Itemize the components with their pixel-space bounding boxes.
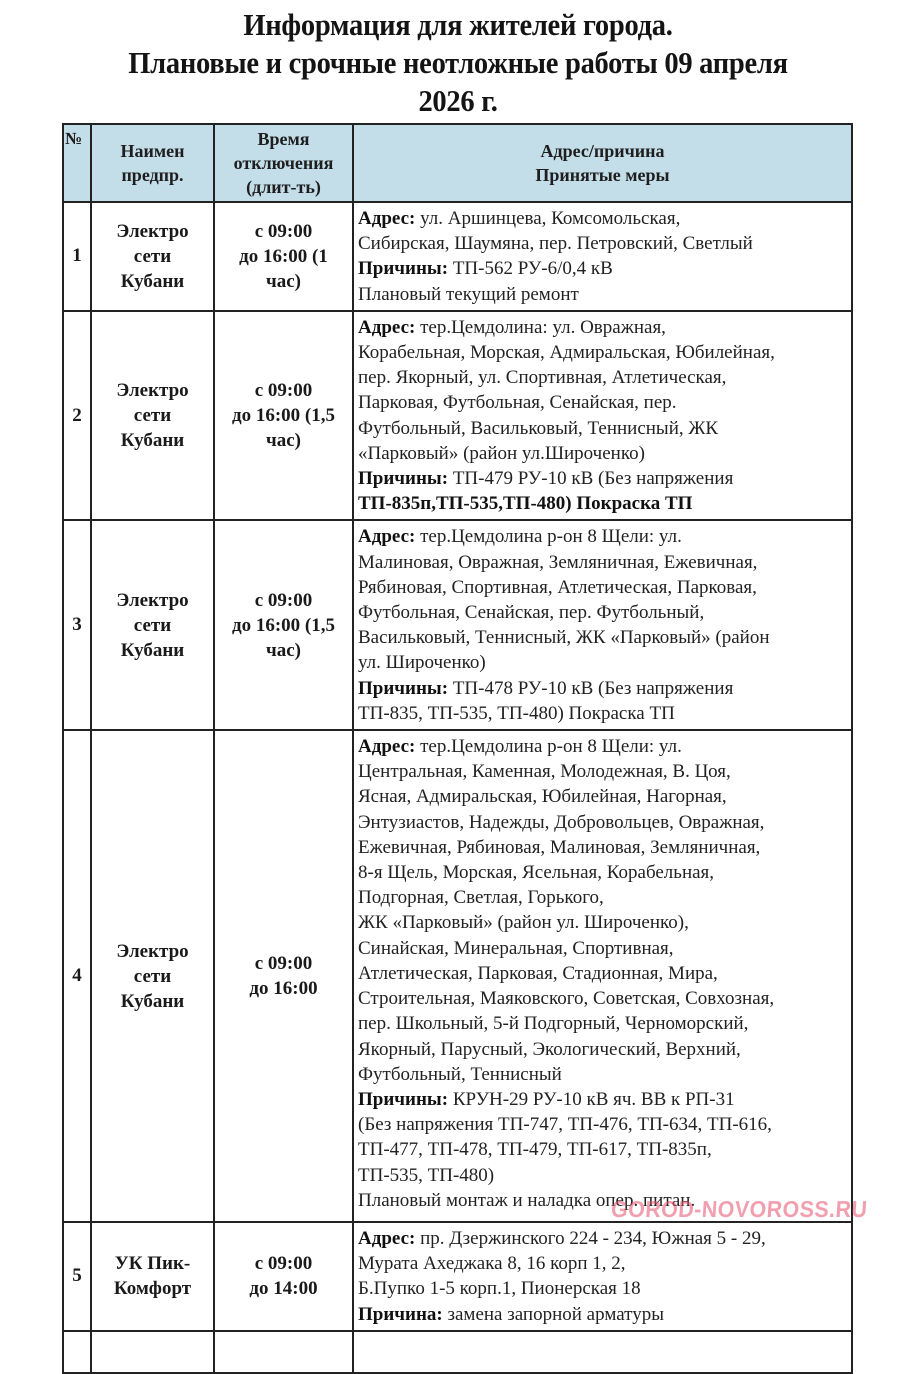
- organization-text: сети: [133, 245, 172, 267]
- reason-text: ТП-479 РУ-10 кВ (Без напряжения: [448, 468, 734, 490]
- address-line: Энтузиастов, Надежды, Добровольцев, Овражная,: [358, 811, 765, 833]
- reason-line: [358, 676, 851, 701]
- address-text: тер.Цемдолина: ул. Овражная,: [415, 316, 666, 338]
- organization-cell: [91, 730, 214, 1222]
- address-text: пр. Дзержинского 224 - 234, Южная 5 - 29,: [415, 1228, 766, 1250]
- reason-line: ТП-477, ТП-478, ТП-479, ТП-617, ТП-835п,: [358, 1139, 712, 1161]
- address-line: Ясная, Адмиральская, Юбилейная, Нагорная,: [358, 786, 727, 808]
- outage-time-text: до 16:00 (1: [239, 245, 328, 267]
- address-reason-cell: [353, 1222, 852, 1331]
- address-line: [358, 524, 851, 549]
- organization-text: сети: [133, 965, 172, 987]
- table-row: [63, 520, 852, 730]
- reason-line: [358, 466, 851, 491]
- address-line: Ежевичная, Рябиновая, Малиновая, Земляничная,: [358, 836, 761, 858]
- address-label: Адрес:: [358, 316, 416, 338]
- header-text: предпр.: [121, 165, 184, 185]
- address-reason-cell: [353, 311, 852, 521]
- address-line: Строительная, Маяковского, Советская, Совхозная,: [358, 988, 775, 1010]
- address-line: Б.Пупко 1-5 корп.1, Пионерская 18: [358, 1278, 641, 1300]
- address-line: Рябиновая, Спортивная, Атлетическая, Парковая,: [358, 576, 757, 598]
- address-line: пер. Школьный, 5-й Подгорный, Черноморский,: [358, 1013, 749, 1035]
- address-line: пер. Якорный, ул. Спортивная, Атлетическая,: [358, 367, 727, 389]
- document-title: [37, 6, 880, 120]
- organization-cell: [91, 202, 214, 311]
- title-line: 2026 г.: [418, 83, 498, 118]
- address-line: Подгорная, Светлая, Горького,: [358, 887, 604, 909]
- title-line: Информация для жителей города.: [243, 7, 673, 42]
- address-line: Якорный, Парусный, Экологический, Верхний,: [358, 1038, 741, 1060]
- table-header-row: [63, 124, 852, 202]
- outage-schedule-table: [62, 123, 853, 1374]
- address-text: тер.Цемдолина р-он 8 Щели: ул.: [415, 526, 682, 548]
- outage-time-text: до 16:00 (1,5: [231, 614, 335, 636]
- outage-time-text: с 09:00: [254, 589, 313, 611]
- header-address-reason: [353, 124, 852, 202]
- address-line: Корабельная, Морская, Адмиральская, Юбилейная,: [358, 342, 775, 364]
- header-outage-time: [214, 124, 353, 202]
- address-line: Малиновая, Овражная, Земляничная, Ежевичная,: [358, 551, 758, 573]
- outage-time-text: час): [266, 270, 301, 292]
- table-row: [63, 1222, 852, 1331]
- empty-cell: [214, 1331, 353, 1373]
- outage-time-cell: [214, 730, 353, 1222]
- outage-time-text: час): [266, 430, 301, 452]
- outage-time-text: с 09:00: [254, 1253, 313, 1275]
- reason-line: Плановый текущий ремонт: [358, 283, 579, 305]
- address-line: Сибирская, Шаумяна, пер. Петровский, Светлый: [358, 233, 753, 255]
- address-reason-cell: [353, 520, 852, 730]
- address-text: ул. Аршинцева, Комсомольская,: [415, 208, 681, 229]
- outage-time-cell: [214, 520, 353, 730]
- address-line: [358, 315, 851, 340]
- organization-text: Электро: [116, 380, 189, 402]
- header-number: №: [63, 124, 91, 202]
- address-reason-cell: [353, 202, 852, 311]
- row-number: 3: [63, 520, 91, 730]
- header-organization: [91, 124, 214, 202]
- organization-text: Электро: [116, 589, 189, 611]
- row-number: 1: [63, 202, 91, 311]
- reason-line: ТП-535, ТП-480): [358, 1164, 495, 1186]
- address-line: Атлетическая, Парковая, Стадионная, Мира,: [358, 962, 718, 984]
- empty-cell: [63, 1331, 91, 1373]
- organization-text: Электро: [116, 940, 189, 962]
- outage-time-cell: [214, 202, 353, 311]
- reason-line: (Без напряжения ТП-747, ТП-476, ТП-634, ТП-616,: [358, 1114, 772, 1136]
- address-label: Адрес:: [358, 736, 416, 758]
- row-number: 5: [63, 1222, 91, 1331]
- reason-line: ТП-835, ТП-535, ТП-480) Покраска ТП: [358, 702, 675, 724]
- reason-label: Причины:: [358, 258, 449, 280]
- header-text: Наимен: [120, 141, 185, 161]
- reason-label: Причины:: [358, 468, 449, 490]
- reason-text: ТП-562 РУ-6/0,4 кВ: [448, 258, 613, 280]
- address-line: [358, 734, 851, 759]
- organization-text: сети: [133, 405, 172, 427]
- address-line: Парковая, Футбольная, Сенайская, пер.: [358, 392, 677, 414]
- table-row: [63, 730, 852, 1222]
- organization-text: Комфорт: [113, 1278, 192, 1300]
- address-line: Синайская, Минеральная, Спортивная,: [358, 937, 674, 959]
- reason-label: Причина:: [358, 1303, 443, 1325]
- outage-time-cell: [214, 311, 353, 521]
- watermark: GOROD-NOVOROSS.RU: [610, 1196, 869, 1222]
- outage-time-text: с 09:00: [254, 380, 313, 402]
- outage-time-text: до 14:00: [249, 1278, 318, 1300]
- table-row: [63, 311, 852, 521]
- organization-text: Кубани: [120, 270, 185, 292]
- address-line: ул. Широченко): [358, 652, 486, 674]
- table-row-partial: [63, 1331, 852, 1373]
- outage-time-text: с 09:00: [254, 220, 313, 242]
- address-line: Футбольный, Теннисный: [358, 1063, 562, 1085]
- outage-time-text: до 16:00 (1,5: [231, 405, 335, 427]
- reason-line: [358, 1302, 851, 1327]
- address-line: ЖК «Парковый» (район ул. Широченко),: [358, 912, 689, 934]
- reason-text: замена запорной арматуры: [442, 1303, 664, 1325]
- outage-time-text: до 16:00: [249, 978, 318, 1000]
- address-line: Васильковый, Теннисный, ЖК «Парковый» (район: [358, 627, 770, 649]
- header-text: (длит-ть): [246, 177, 321, 197]
- organization-cell: [91, 311, 214, 521]
- address-line: [358, 206, 851, 231]
- empty-cell: [91, 1331, 214, 1373]
- row-number: 4: [63, 730, 91, 1222]
- address-text: тер.Цемдолина р-он 8 Щели: ул.: [415, 736, 682, 758]
- address-reason-cell: [353, 730, 852, 1222]
- empty-cell: [353, 1331, 852, 1373]
- reason-line-bold: ТП-835п,ТП-535,ТП-480) Покраска ТП: [358, 493, 693, 515]
- title-line: Плановые и срочные неотложные работы 09 апреля: [128, 45, 788, 80]
- header-text: Адрес/причина: [540, 141, 665, 161]
- address-line: Мурата Ахеджака 8, 16 корп 1, 2,: [358, 1253, 626, 1275]
- organization-text: сети: [133, 614, 172, 636]
- outage-time-text: час): [266, 639, 301, 661]
- reason-label: Причины:: [358, 677, 449, 699]
- table-row: [63, 202, 852, 311]
- organization-text: Кубани: [120, 430, 185, 452]
- reason-line: Плановый монтаж и наладка опер. питан.: [358, 1189, 696, 1211]
- organization-cell: [91, 520, 214, 730]
- header-text: отключения: [233, 153, 334, 173]
- reason-line: [358, 256, 851, 281]
- organization-text: УК Пик-: [114, 1253, 191, 1275]
- reason-text: ТП-478 РУ-10 кВ (Без напряжения: [448, 677, 734, 699]
- header-text: Время: [257, 129, 310, 149]
- address-label: Адрес:: [358, 208, 416, 229]
- organization-text: Кубани: [120, 990, 185, 1012]
- outage-time-cell: [214, 1222, 353, 1331]
- outage-time-text: с 09:00: [254, 953, 313, 975]
- address-line: Футбольный, Васильковый, Теннисный, ЖК: [358, 417, 719, 439]
- address-line: «Парковый» (район ул.Широченко): [358, 442, 645, 464]
- row-number: 2: [63, 311, 91, 521]
- reason-label: Причины:: [358, 1088, 449, 1110]
- address-line: [358, 1226, 851, 1251]
- address-line: 8-я Щель, Морская, Ясельная, Корабельная,: [358, 862, 715, 884]
- address-line: Футбольная, Сенайская, пер. Футбольный,: [358, 602, 705, 624]
- organization-text: Кубани: [120, 639, 185, 661]
- address-label: Адрес:: [358, 1228, 416, 1250]
- address-label: Адрес:: [358, 526, 416, 548]
- organization-cell: [91, 1222, 214, 1331]
- reason-text: КРУН-29 РУ-10 кВ яч. ВВ к РП-31: [448, 1088, 735, 1110]
- reason-line: [358, 1087, 851, 1112]
- organization-text: Электро: [116, 220, 189, 242]
- header-text: Принятые меры: [535, 165, 670, 185]
- address-line: Центральная, Каменная, Молодежная, В. Цоя,: [358, 761, 731, 783]
